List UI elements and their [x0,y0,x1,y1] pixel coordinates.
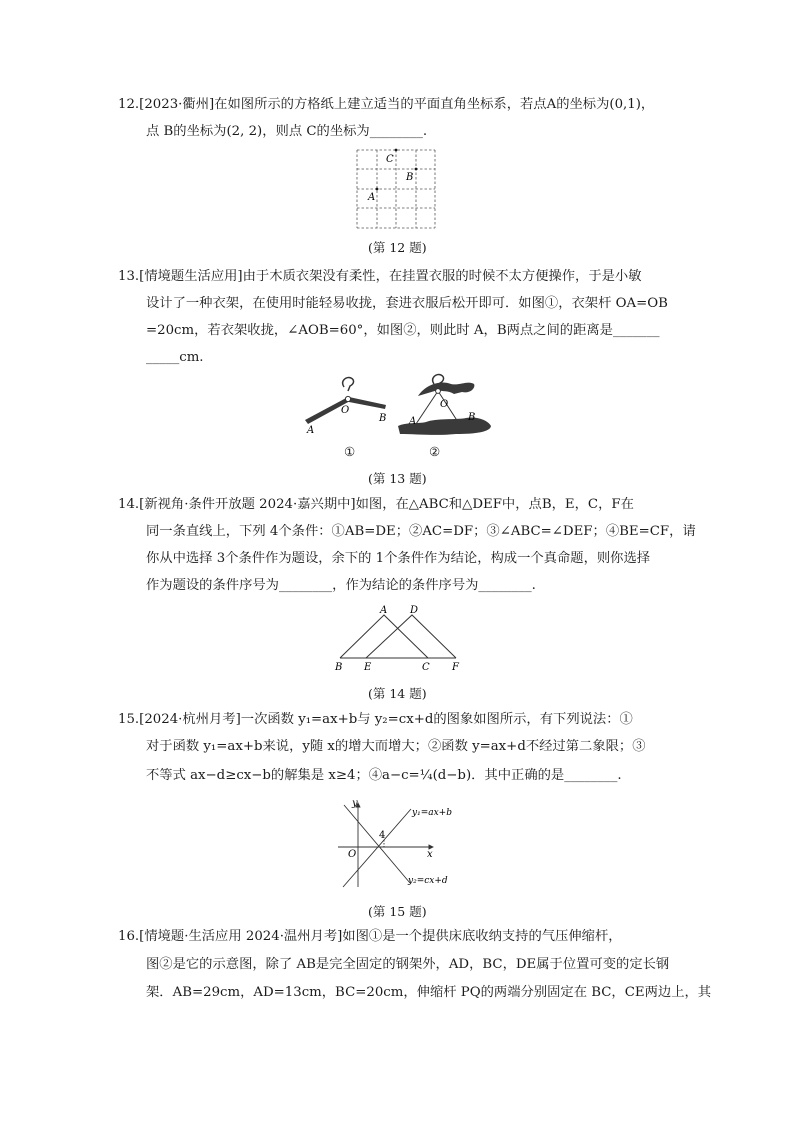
q12-line-1: 12.[2023·衢州]在如图所示的方格纸上建立适当的平面直角坐标系，若点A的坐标为(0,1)， [118,97,655,112]
q14-line-2: 同一条直线上，下列 4个条件：①AB=DE；②AC=DF；③∠ABC=∠DEF；④BE=CF，请 [146,524,696,539]
fig1-o-label: O [341,405,350,416]
q13-line-3: =20cm，若衣架收拢，∠AOB=60°，如图②，则此时 A，B两点之间的距离是_______ [146,323,660,338]
line-y2-label: y₂=cx+d [408,876,448,886]
tri-e-label: E [364,662,372,673]
point-a-label: A [368,192,376,203]
fig1-a-label: A [307,425,315,436]
q16-line-2: 图②是它的示意图，除了 AB是完全固定的钢架外，AD，BC，DE属于位置可变的定长钢 [146,957,670,972]
q13-line-2: 设计了一种衣架，在使用时能轻易收拢，套进衣服后松开即可．如图①，衣架杆 OA=OB [146,296,668,311]
tri-c-label: C [422,662,430,673]
q14-line-4: 作为题设的条件序号为________，作为结论的条件序号为________. [146,578,536,593]
q13-hanger-figure-1 [300,375,395,435]
q15-line-2: 对于函数 y₁=ax+b来说，y随 x的增大而增大；②函数 y=ax+d不经过第二象限；③ [146,739,646,754]
q15-graph-figure [338,797,468,892]
q15-line-3: 不等式 ax−d≥cx−b的解集是 x≥4；④a−c=¼(d−b)．其中正确的是________. [146,768,622,783]
q14-line-3: 你从中选择 3个条件作为题设，余下的 1个条件作为结论，构成一个真命题，则你选择 [146,551,651,566]
q13-caption: (第 13 题) [368,471,427,486]
q12-caption: (第 12 题) [368,240,427,255]
fig2-o-label: O [440,399,449,410]
fig2-b-label: B [468,412,476,423]
q16-line-1: 16.[情境题·生活应用 2024·温州月考]如图①是一个提供床底收纳支持的气压伸缩杆， [118,929,622,944]
q15-line-1: 15.[2024·杭州月考]一次函数 y₁=ax+b与 y₂=cx+d的图象如图所示，有下列说法：① [118,712,633,727]
q14-caption: (第 14 题) [368,686,427,701]
tri-d-label: D [410,605,419,616]
q13-line-1: 13.[情境题生活应用]由于木质衣架没有柔性，在挂置衣服的时候不太方便操作，于是小敏 [118,269,642,284]
q13-fig-mark-2: ② [429,444,441,459]
q16-line-3: 架．AB=29cm，AD=13cm，BC=20cm，伸缩杆 PQ的两端分别固定在 BC，CE两边上，其 [146,985,712,1000]
q14-triangles-figure [334,603,464,673]
graph-origin-label: O [348,849,357,860]
fig1-b-label: B [379,413,387,424]
graph-y-label: y [352,798,358,809]
tri-a-label: A [380,605,388,616]
graph-x-label: x [427,849,433,860]
q15-caption: (第 15 题) [368,904,427,919]
line-y1-label: y₁=ax+b [412,808,452,818]
fig2-a-label: A [409,416,417,427]
tri-f-label: F [452,662,459,673]
graph-intersection-label: 4 [379,830,386,841]
q13-line-4: _____cm. [146,350,204,365]
q12-grid-figure [356,149,438,229]
q13-fig-mark-1: ① [344,444,356,459]
q13-hanger-figure-2 [396,372,496,438]
q14-line-1: 14.[新视角·条件开放题 2024·嘉兴期中]如图，在△ABC和△DEF中，点B，E，C，F在 [118,497,634,512]
point-b-label: B [406,172,414,183]
q12-line-2: 点 B的坐标为(2, 2)，则点 C的坐标为________. [146,124,428,139]
tri-b-label: B [335,662,343,673]
point-c-label: C [386,154,394,165]
